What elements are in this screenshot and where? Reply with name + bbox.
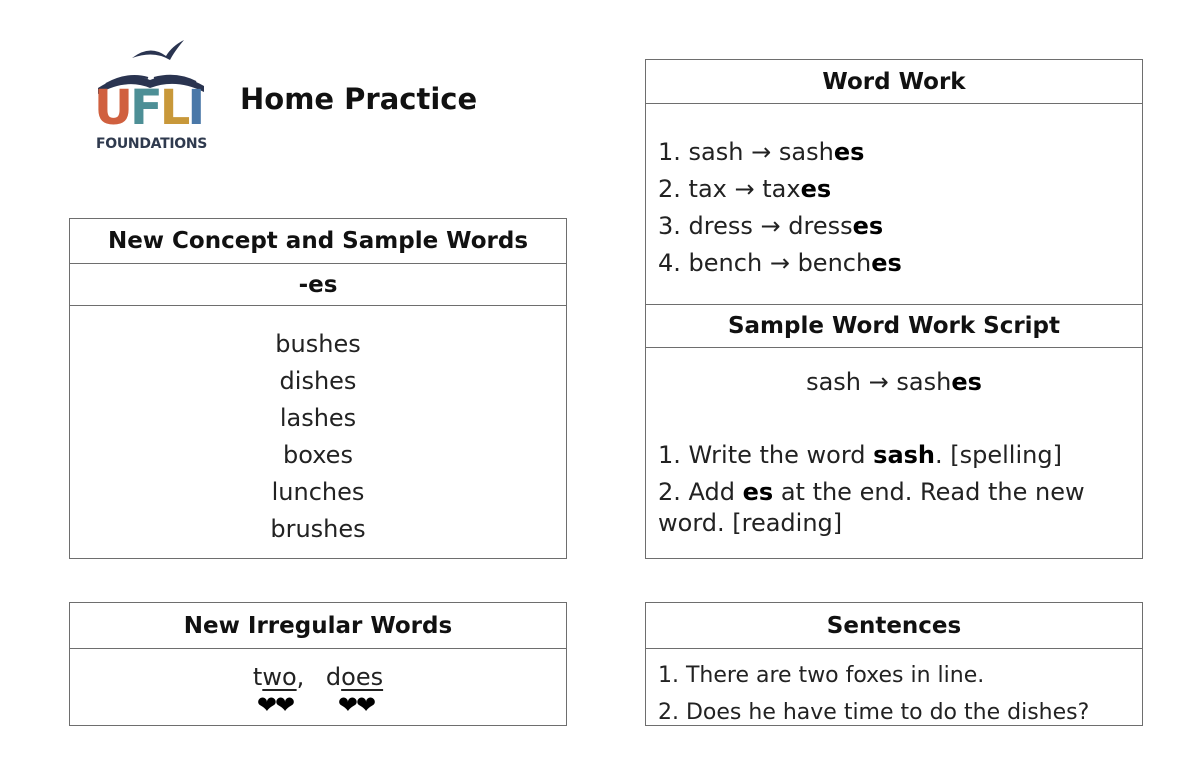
- irregular-words-panel: [69, 602, 567, 726]
- irregular-word-row: [70, 663, 566, 719]
- irregular-word-two: [252, 663, 305, 719]
- word-work-item: 1. sash → sashes: [658, 138, 865, 166]
- irregular-word-does: [325, 663, 384, 719]
- sample-word: lashes: [279, 404, 357, 432]
- sentence: 1. There are two foxes in line.: [658, 663, 985, 688]
- sample-word: brushes: [270, 515, 366, 543]
- word-work-item: 4. bench → benches: [658, 249, 902, 277]
- word-work-header: Word Work: [646, 60, 1142, 104]
- sentence-list: [646, 649, 1142, 731]
- heart-icon: ❤❤: [256, 691, 294, 719]
- logo-letter-l: L: [159, 80, 188, 136]
- irregular-word-underlined: oes: [341, 663, 384, 691]
- sentence: 2. Does he have time to do the dishes?: [658, 700, 1090, 725]
- irregular-header: New Irregular Words: [70, 603, 566, 649]
- script-step: 1. Write the word sash. [spelling]: [658, 441, 1062, 469]
- script-example: sash → sashes: [806, 368, 982, 396]
- concept-header: New Concept and Sample Words: [70, 219, 566, 264]
- concept-panel: [69, 218, 567, 559]
- logo-letter-i: I: [187, 80, 203, 136]
- irregular-word-separator: ,: [296, 663, 305, 691]
- sample-word-list: [70, 306, 566, 548]
- sample-word: lunches: [271, 478, 365, 506]
- irregular-word-underlined: wo: [262, 663, 297, 691]
- concept-pattern: -es: [70, 264, 566, 306]
- sentences-header: Sentences: [646, 603, 1142, 649]
- heart-icon: ❤❤: [337, 691, 375, 719]
- sentences-panel: [645, 602, 1143, 726]
- word-work-item: 3. dress → dresses: [658, 212, 884, 240]
- irregular-word-plain: d: [325, 663, 342, 691]
- logo-letter-u: U: [94, 80, 130, 136]
- page-title: Home Practice: [240, 82, 478, 116]
- sample-word: bushes: [275, 330, 361, 358]
- sample-word: dishes: [279, 367, 357, 395]
- logo-letter-f: F: [129, 80, 160, 136]
- ufli-logo: [92, 36, 212, 156]
- script-steps: [658, 440, 1128, 545]
- script-step: 2. Add es at the end. Read the new word. [reading]: [658, 478, 1085, 537]
- word-work-item: 2. tax → taxes: [658, 175, 832, 203]
- logo-subtitle: FOUNDATIONS: [96, 136, 208, 152]
- irregular-word-plain: t: [252, 663, 263, 691]
- sample-word: boxes: [283, 441, 353, 469]
- script-header: Sample Word Work Script: [646, 304, 1142, 348]
- word-work-list: [646, 104, 1142, 282]
- word-work-panel: [645, 59, 1143, 559]
- logo-letters: [94, 80, 203, 136]
